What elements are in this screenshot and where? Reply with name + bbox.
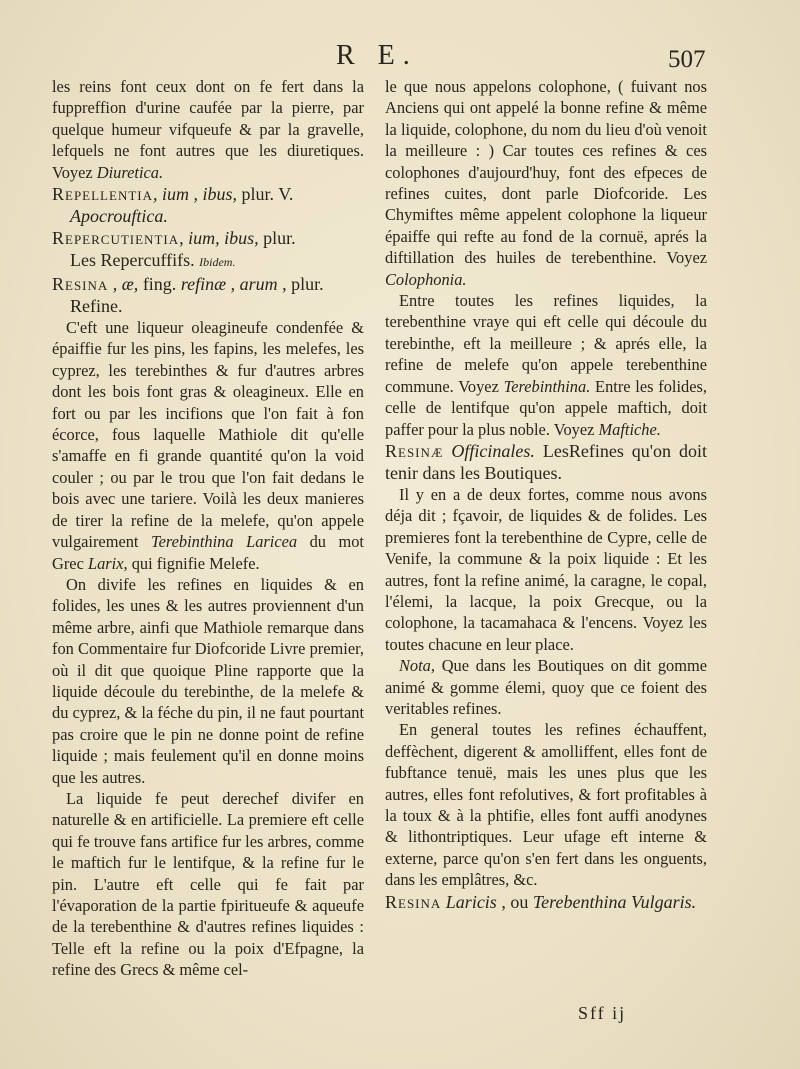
dictionary-entry-resinae-officinales: Resinæ Officinales. LesRefines qu'on doit tenir dans les Boutiques. bbox=[385, 440, 707, 483]
entry-headword: Resinæ bbox=[385, 440, 444, 461]
entry-headword: Repercutientia bbox=[52, 228, 180, 249]
signature-mark: Sff ij bbox=[578, 1003, 627, 1023]
paragraph: Nota, Que dans les Boutiques on dit gomme animé & gomme élemi, quoy que ce foient des veritables refines. bbox=[385, 656, 707, 718]
right-column bbox=[385, 76, 707, 913]
entry-headword: Resina bbox=[385, 891, 442, 912]
entry-definition: Refine. bbox=[70, 296, 123, 317]
left-column bbox=[52, 76, 364, 981]
entry-definition: LesRefines qu'on doit tenir dans les Boutiques. bbox=[385, 440, 707, 483]
paragraph: On divife les refines en liquides & en folides, les unes & les autres proviennent d'un même arbre, ainfi que Mathiole remarque dans fon Commentaire fur Diofcoride Livre premier, où il dit que quoique Pline rapporte que la liquide découle du terebinthe, de la melefe & du cyprez, & la féche du pin, il ne faut pourtant pas croire que le pin ne donne point de refine liquide ; mais feulement qu'il en donne moins que les autres. bbox=[52, 574, 364, 787]
paragraph: Entre toutes les refines liquides, la terebenthine vraye qui eft celle qui découle du terebinthe, eft la meilleure ; & aprés elle, la refine de melefe qu'on appele terebenthine commune. Voyez Terebinthina. Entre les folides, celle de lentifque qu'on appele maftich, doit paffer pour la plus noble. Voyez Maftiche. bbox=[385, 291, 707, 439]
page-header bbox=[0, 38, 800, 78]
paragraph: le que nous appelons colophone, ( fuivant nos Anciens qui ont appelé la bonne refine & même la liquide, colophone, du nom du lieu d'où venoit la meilleure : ) Car toutes ces refines & ces colophones d'aujourd'huy, font des efpeces de refines cuites, dont parle Diofcoride. Les Chymiftes même appelent colophone la liqueur épaiffe qui refte au fond de la cornuë, aprés la diftillation des huiles de terebenthine. Voyez Colophonia. bbox=[385, 77, 707, 289]
paragraph: En general toutes les refines échauffent, deffèchent, digerent & amolliffent, elles font de fubftance tenuë, mais les unes plus que les autres, elles font refolutives, & fort profitables à la toux & à la phtifie, elles font auffi anodynes & lithontriptiques. Leur ufage eft interne & externe, parce qu'on s'en fert dans les onguents, dans les emplâtres, &c. bbox=[385, 720, 707, 890]
dictionary-entry-resina: Resina , æ, fing. refinæ , arum , plur. Refine. bbox=[52, 273, 364, 317]
entry-definition: Les Repercuffifs. Ibidem. bbox=[70, 250, 236, 271]
paragraph: les reins font ceux dont on fe fert dans la fuppreffion d'urine caufée par la pierre, par quelque humeur vifqueufe & par la gravelle, lefquels ne font autres que les diuretiques. Voyez Diuretica. bbox=[52, 77, 364, 182]
dictionary-entry-repercutientia: Repercutientia, ium, ibus, plur. Les Repercuffifs. Ibidem. bbox=[52, 227, 364, 273]
page-number: 507 bbox=[668, 46, 706, 73]
running-head: R E. bbox=[336, 40, 418, 71]
dictionary-entry-resina-laricis: Resina Laricis , ou Terebenthina Vulgaris. bbox=[385, 891, 697, 912]
dictionary-entry-repellentia: Repellentia, ium , ibus, plur. V. Apocrouftica. bbox=[52, 183, 364, 227]
paragraph: C'eft une liqueur oleagineufe condenfée & épaiffie fur les pins, les fapins, les melefes, les cyprez, les terebinthes & fur d'autres arbres dont les bois font gras & oleagineux. Elle en fort ou par les incifions que l'on fait à fon écorce, fous laquelle Mathiole dit qu'elle s'amaffe en fi grande quantité qu'on la void couler ; ou par le trou que l'on fait dedans le bois avec une tariere. Voilà les deux manieres de tirer la refine de la melefe, qu'on appele vulgairement Terebinthina Laricea du mot Grec Larix, qui fignifie Melefe. bbox=[52, 318, 364, 573]
paragraph: Il y en a de deux fortes, comme nous avons déja dit ; fçavoir, de liquides & de folides. Les premieres font la terebenthine de Cypre, celle de Venife, la commune & la poix liquide : Et les autres, font la refine animé, la caragne, le copal, l'élemi, la lacque, la poix Grecque, ou la colophone, la tacamahaca & l'encens. Voyez les toutes chacune en leur place. bbox=[385, 484, 707, 654]
paragraph: La liquide fe peut derechef divifer en naturelle & en artificielle. La premiere eft celle qui fe trouve fans artifice fur les arbres, comme le maftich fur le lentifque, & la refine fur le pin. L'autre eft celle qui fe fait par l'évaporation de la partie fpiritueufe & aqueufe de la terebenthine & d'autres refines liquides : Telle eft la refine ou la poix d'Efpagne, la refine des Grecs & même cel- bbox=[52, 788, 364, 980]
entry-headword: Repellentia bbox=[52, 184, 153, 205]
entry-headword: Resina bbox=[52, 274, 109, 295]
entry-reference: Apocrouftica. bbox=[70, 206, 168, 227]
